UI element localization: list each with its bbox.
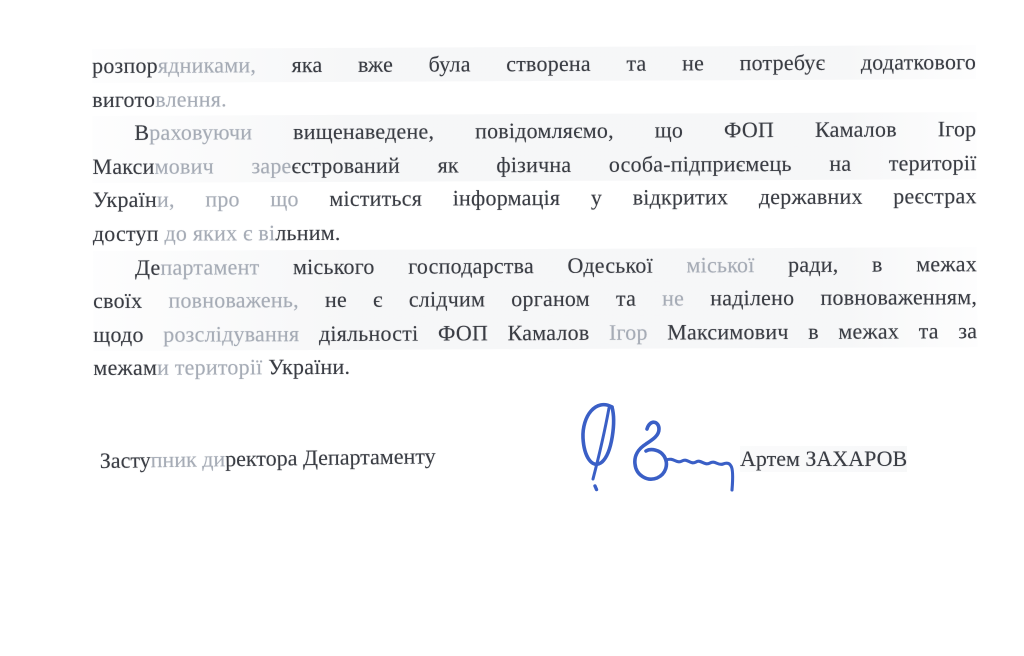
text-segment: Максимович в межах та за (647, 317, 978, 345)
text-segment: пник ди (150, 446, 226, 473)
text-line (93, 314, 977, 351)
paragraph (93, 247, 978, 385)
text-segment: Засту (99, 447, 151, 474)
text-line (93, 213, 977, 250)
signer-title (100, 443, 436, 474)
text-segment: Макси (92, 153, 155, 179)
text-segment: влення. (155, 86, 227, 112)
letter-body (92, 45, 977, 385)
text-segment: наділено повноваженням, (684, 284, 978, 311)
text-segment: щодо (93, 321, 164, 347)
text-segment: межам (93, 355, 158, 381)
text-segment: України. (262, 354, 351, 380)
paragraph (92, 112, 977, 250)
text-segment: и, про що (156, 186, 299, 213)
text-segment: Україн (92, 187, 158, 213)
text-segment: єстрований як фізична особа-підприємець на території (291, 149, 977, 178)
signature-block (92, 396, 976, 536)
text-segment: В (134, 119, 150, 146)
text-segment: доступ (92, 220, 165, 246)
text-line (93, 280, 977, 317)
text-line (93, 180, 977, 217)
text-segment: міститься інформація у відкритих державних реєстрах (298, 183, 977, 212)
text-line (92, 112, 976, 149)
text-line (92, 45, 976, 82)
text-segment: ректора Департаменту (224, 443, 436, 472)
paragraph (92, 45, 976, 116)
signer-name: Артем ЗАХАРОВ (740, 446, 908, 471)
text-segment: партамент (160, 253, 260, 280)
text-segment: вигото (92, 86, 156, 112)
text-segment: повноважень, (168, 287, 299, 313)
handwritten-signature-icon (562, 398, 752, 513)
text-segment: своїх (93, 287, 169, 314)
text-segment: не є слідчим органом та (298, 285, 663, 313)
text-segment: до яких є ві (164, 220, 276, 246)
text-segment: діяльності ФОП Камалов (299, 319, 610, 346)
text-line (92, 146, 976, 183)
text-segment: розпор (92, 52, 158, 78)
text-segment: Де (134, 254, 161, 280)
text-segment: льним. (275, 219, 341, 246)
text-segment: міського господарства Одеської (259, 251, 687, 279)
text-segment: міської (686, 251, 755, 277)
text-segment: яка вже була створена та не потребує додаткового (255, 49, 977, 78)
text-line (93, 347, 977, 384)
text-line (93, 247, 977, 284)
text-segment: ядниками, (157, 52, 257, 78)
text-line (92, 79, 976, 116)
text-segment: ради, в межах (754, 250, 977, 277)
text-segment: розслідування (163, 320, 300, 347)
text-segment: и території (157, 354, 263, 381)
text-segment: раховуючи (149, 119, 253, 145)
text-segment: не (662, 285, 685, 311)
text-segment: вищенаведене, повідомляємо, що ФОП Камалов Ігор (252, 116, 977, 145)
text-segment: Ігор (608, 319, 648, 345)
text-segment: мович заре (154, 152, 292, 179)
